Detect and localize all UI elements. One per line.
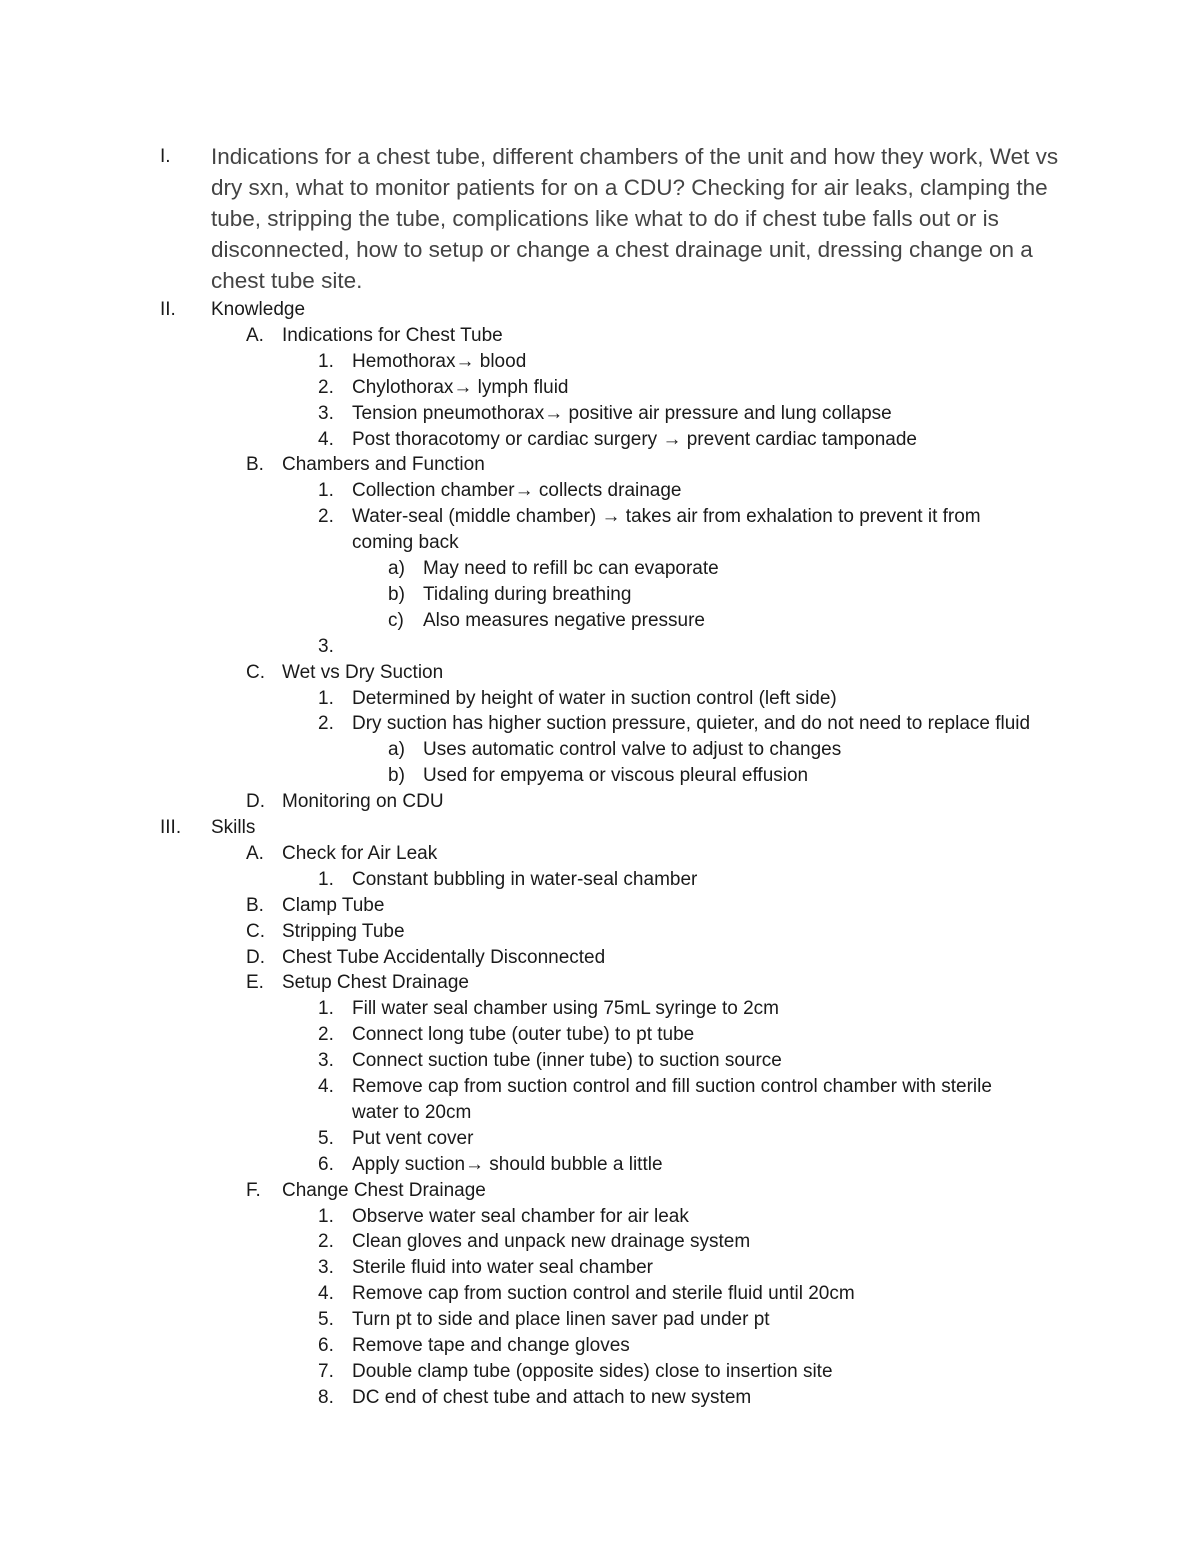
outline-item-level-4 (0, 763, 1200, 789)
outline-text: Chylothorax→ lymph fluid (352, 376, 569, 398)
outline-item-level-3 (0, 1333, 1200, 1359)
outline-marker: 6. (318, 1335, 334, 1356)
outline-text: Skills (211, 817, 256, 838)
outline-text: Indications for Chest Tube (282, 324, 503, 346)
outline-item-level-3 (0, 530, 1200, 556)
outline-marker: 7. (318, 1360, 334, 1382)
outline-marker: 4. (318, 1283, 334, 1305)
outline-item-level-3 (0, 867, 1200, 893)
outline-item-level-4 (0, 737, 1200, 763)
outline-text: Knowledge (211, 299, 306, 320)
outline-item-level-3 (0, 478, 1200, 504)
outline-marker: 3. (318, 1257, 334, 1279)
outline-item-level-3 (0, 1100, 1200, 1126)
outline-text: Post thoracotomy or cardiac surgery → prevent cardiac tamponade (352, 428, 917, 450)
outline-text: coming back (352, 532, 459, 554)
outline-item-level-3 (0, 996, 1200, 1022)
outline-item-level-3 (0, 1307, 1200, 1333)
outline-item-level-3 (0, 1255, 1200, 1281)
outline-text: Remove tape and change gloves (352, 1335, 630, 1356)
outline-marker: 1. (318, 687, 334, 709)
outline-item-level-3 (0, 1281, 1200, 1307)
outline-text: Change Chest Drainage (282, 1179, 486, 1201)
outline-item-level-1 (0, 297, 1200, 323)
outline-text: Apply suction→ should bubble a little (352, 1153, 663, 1175)
outline-text: Stripping Tube (282, 920, 405, 942)
outline-marker: 2. (318, 713, 334, 735)
outline-text: DC end of chest tube and attach to new system (352, 1386, 752, 1408)
outline-marker: c) (388, 609, 404, 631)
outline-marker: 2. (318, 506, 334, 528)
outline-marker: D. (246, 791, 265, 813)
outline-item-level-3 (0, 711, 1200, 737)
outline-text: Clamp Tube (282, 894, 385, 916)
outline-item-level-3 (0, 375, 1200, 401)
outline-marker: b) (388, 765, 405, 787)
outline-item-level-2 (0, 841, 1200, 867)
outline-marker: 8. (318, 1386, 334, 1408)
outline-item-level-1 (0, 815, 1200, 841)
outline-text: water to 20cm (352, 1101, 472, 1123)
outline-marker: 2. (318, 1231, 334, 1253)
outline-item-level-3 (0, 504, 1200, 530)
outline-marker: a) (388, 558, 405, 579)
outline-text: Setup Chest Drainage (282, 972, 469, 994)
outline-item-level-3 (0, 401, 1200, 427)
outline-marker: b) (388, 583, 405, 605)
outline-item-level-3 (0, 686, 1200, 712)
outline-text: Chest Tube Accidentally Disconnected (282, 946, 606, 968)
outline-marker: 3. (318, 402, 334, 424)
outline-text: Determined by height of water in suction control (left side) (352, 687, 837, 709)
outline-item-level-3 (0, 1048, 1200, 1074)
outline-item-level-3 (0, 1229, 1200, 1255)
outline-marker: 5. (318, 1309, 334, 1331)
outline-marker: 3. (318, 635, 334, 657)
outline-item-level-2 (0, 893, 1200, 919)
outline-item-level-3 (0, 634, 1200, 660)
outline-item-level-2 (0, 660, 1200, 686)
outline-text: Check for Air Leak (282, 842, 438, 864)
outline-marker: E. (246, 972, 264, 994)
outline-marker: B. (246, 894, 264, 916)
outline-text: Clean gloves and unpack new drainage system (352, 1231, 751, 1253)
outline-text: Tension pneumothorax→ positive air pressure and lung collapse (352, 402, 892, 424)
outline-item-level-3 (0, 349, 1200, 375)
outline-marker: II. (160, 299, 176, 320)
outline-item-level-4 (0, 608, 1200, 634)
outline-text: Connect suction tube (inner tube) to suction source (352, 1050, 782, 1072)
outline-marker: 4. (318, 428, 334, 450)
outline-marker: III. (160, 817, 182, 838)
outline-marker: 1. (318, 480, 334, 502)
outline-marker: 1. (318, 868, 334, 890)
outline-marker: 1. (318, 998, 334, 1020)
outline-marker: 4. (318, 1076, 334, 1097)
outline-text: Used for empyema or viscous pleural effusion (423, 765, 809, 787)
outline-item-level-2 (0, 1178, 1200, 1204)
outline-marker: 2. (318, 1024, 334, 1046)
outline-marker: 1. (318, 1205, 334, 1227)
outline-item-level-3 (0, 1359, 1200, 1385)
outline-item-level-3 (0, 1152, 1200, 1178)
outline-text: Observe water seal chamber for air leak (352, 1205, 689, 1227)
outline-item-level-2 (0, 970, 1200, 996)
outline-text: Double clamp tube (opposite sides) close to insertion site (352, 1360, 833, 1382)
outline-text: Tidaling during breathing (423, 583, 632, 605)
outline-item-level-4 (0, 556, 1200, 582)
outline-text: Sterile fluid into water seal chamber (352, 1257, 653, 1279)
outline-text: Put vent cover (352, 1127, 474, 1149)
outline-item-level-3 (0, 1126, 1200, 1152)
outline-marker: a) (388, 739, 405, 761)
outline-text: Fill water seal chamber using 75mL syringe to 2cm (352, 998, 779, 1020)
outline-item-level-3 (0, 1022, 1200, 1048)
outline-marker: D. (246, 946, 265, 968)
outline-item-level-3 (0, 1385, 1200, 1411)
outline-text: Remove cap from suction control and fill suction control chamber with sterile (352, 1076, 992, 1097)
outline-marker: I. (160, 146, 171, 167)
outline-item-level-3 (0, 427, 1200, 453)
outline-text: Chambers and Function (282, 454, 485, 476)
outline-item-level-2 (0, 452, 1200, 478)
outline-text: Uses automatic control valve to adjust to changes (423, 739, 842, 761)
outline-item-level-2 (0, 919, 1200, 945)
outline-text: Monitoring on CDU (282, 791, 444, 813)
outline-item-level-4 (0, 582, 1200, 608)
intro-paragraph: Indications for a chest tube, different chambers of the unit and how they work, Wet vs dry sxn, what to monitor patients for on a CDU? Checking for air leaks, clamping the tube, stripping the tube, complications like what to do if chest tube falls out or is disconnected, how to setup or change a chest drainage unit, dressing change on a chest tube site. (211, 144, 1059, 293)
outline-text: Wet vs Dry Suction (282, 661, 444, 683)
outline-marker: 6. (318, 1153, 334, 1175)
outline-text: Constant bubbling in water-seal chamber (352, 868, 698, 890)
outline-marker: C. (246, 661, 265, 683)
outline-text: May need to refill bc can evaporate (423, 558, 719, 579)
outline-marker: F. (246, 1179, 261, 1201)
outline-marker: 2. (318, 376, 334, 398)
outline-text: Turn pt to side and place linen saver pad under pt (352, 1309, 770, 1331)
outline-text: Hemothorax→ blood (352, 350, 527, 372)
outline-marker: 5. (318, 1127, 334, 1149)
outline-marker: 3. (318, 1050, 334, 1072)
outline-marker: 1. (318, 350, 334, 372)
outline-text: Remove cap from suction control and sterile fluid until 20cm (352, 1283, 855, 1305)
outline-text: Water-seal (middle chamber) → takes air from exhalation to prevent it from (352, 506, 981, 528)
outline-text: Also measures negative pressure (423, 609, 705, 631)
outline-marker: A. (246, 324, 264, 346)
outline-item-level-3 (0, 1074, 1200, 1100)
outline-marker: A. (246, 842, 264, 864)
outline-text: Dry suction has higher suction pressure, quieter, and do not need to replace fluid (352, 713, 1031, 735)
outline-item-level-2 (0, 789, 1200, 815)
outline-marker: B. (246, 454, 264, 476)
outline-text: Connect long tube (outer tube) to pt tube (352, 1024, 695, 1046)
outline-marker: C. (246, 920, 265, 942)
outline-item-level-2 (0, 323, 1200, 349)
outline-item-level-2 (0, 945, 1200, 971)
outline-text: Collection chamber→ collects drainage (352, 480, 682, 502)
outline-item-level-3 (0, 1204, 1200, 1230)
